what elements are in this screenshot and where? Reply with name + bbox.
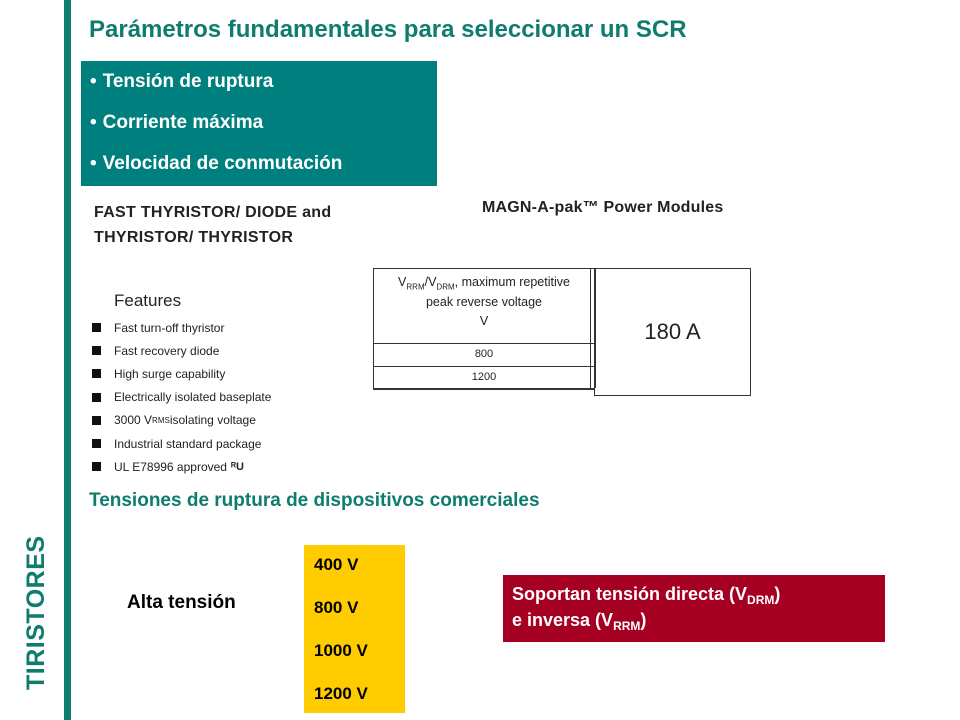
parameter-item: • Corriente máxima	[90, 112, 264, 133]
parameter-item: • Velocidad de conmutación	[90, 153, 343, 174]
device-title-line1: FAST THYRISTOR/ DIODE and	[94, 204, 332, 221]
high-voltage-label: Alta tensión	[127, 592, 236, 613]
bullet-square-icon	[92, 323, 101, 332]
bullet-square-icon	[92, 439, 101, 448]
module-title: MAGN-A-pak™ Power Modules	[482, 199, 724, 216]
section-subtitle: Tensiones de ruptura de dispositivos comerciales	[89, 490, 540, 511]
bullet-square-icon	[92, 346, 101, 355]
features-list	[92, 316, 271, 478]
voltage-table	[373, 268, 594, 390]
feature-item: 3000 V RMS isolating voltage	[92, 409, 271, 432]
side-title: TIRISTORES	[22, 535, 50, 690]
voltage-value: 1200 V	[314, 684, 368, 703]
note-box	[503, 575, 885, 642]
voltage-values-box	[304, 545, 405, 713]
current-rating-cell: 180 A	[594, 268, 751, 396]
ul-certification-icon: ᴿU	[230, 460, 244, 473]
voltage-table-header: $V_{RRM}/V_{DRM}$, maximum repetitive peak reverse voltage	[398, 275, 570, 309]
device-title	[94, 200, 331, 250]
features-heading: Features	[114, 291, 182, 310]
parameter-label: Tensión de ruptura	[102, 71, 274, 92]
page-title: Parámetros fundamentales para seleccionar un SCR	[89, 16, 687, 43]
feature-item: Industrial standard package	[92, 432, 271, 455]
feature-item: UL E78996 approved ᴿU	[92, 455, 271, 478]
bullet-square-icon	[92, 393, 101, 402]
parameter-label: Velocidad de conmutación	[102, 153, 343, 174]
feature-item: Fast turn-off thyristor	[92, 316, 271, 339]
bullet-square-icon	[92, 462, 101, 471]
note-line-1: Soportan tensión directa $(V_{DRM})$	[512, 584, 781, 607]
accent-bar	[64, 0, 71, 720]
voltage-row: 1200	[374, 366, 594, 389]
voltage-row: 800	[374, 343, 594, 365]
parameter-label: Corriente máxima	[102, 112, 264, 133]
feature-item: Electrically isolated baseplate	[92, 386, 271, 409]
device-title-line2: THYRISTOR/ THYRISTOR	[94, 229, 294, 246]
note-line-2: e inversa $(V_{RRM})$	[512, 610, 647, 633]
voltage-value: 800 V	[314, 598, 359, 617]
feature-item: High surge capability	[92, 362, 271, 385]
parameter-item: • Tensión de ruptura	[90, 71, 274, 92]
voltage-value: 400 V	[314, 555, 359, 574]
parameters-box	[81, 61, 437, 186]
feature-item: Fast recovery diode	[92, 339, 271, 362]
bullet-square-icon	[92, 369, 101, 378]
voltage-value: 1000 V	[314, 641, 368, 660]
voltage-unit: V	[479, 313, 489, 328]
bullet-square-icon	[92, 416, 101, 425]
